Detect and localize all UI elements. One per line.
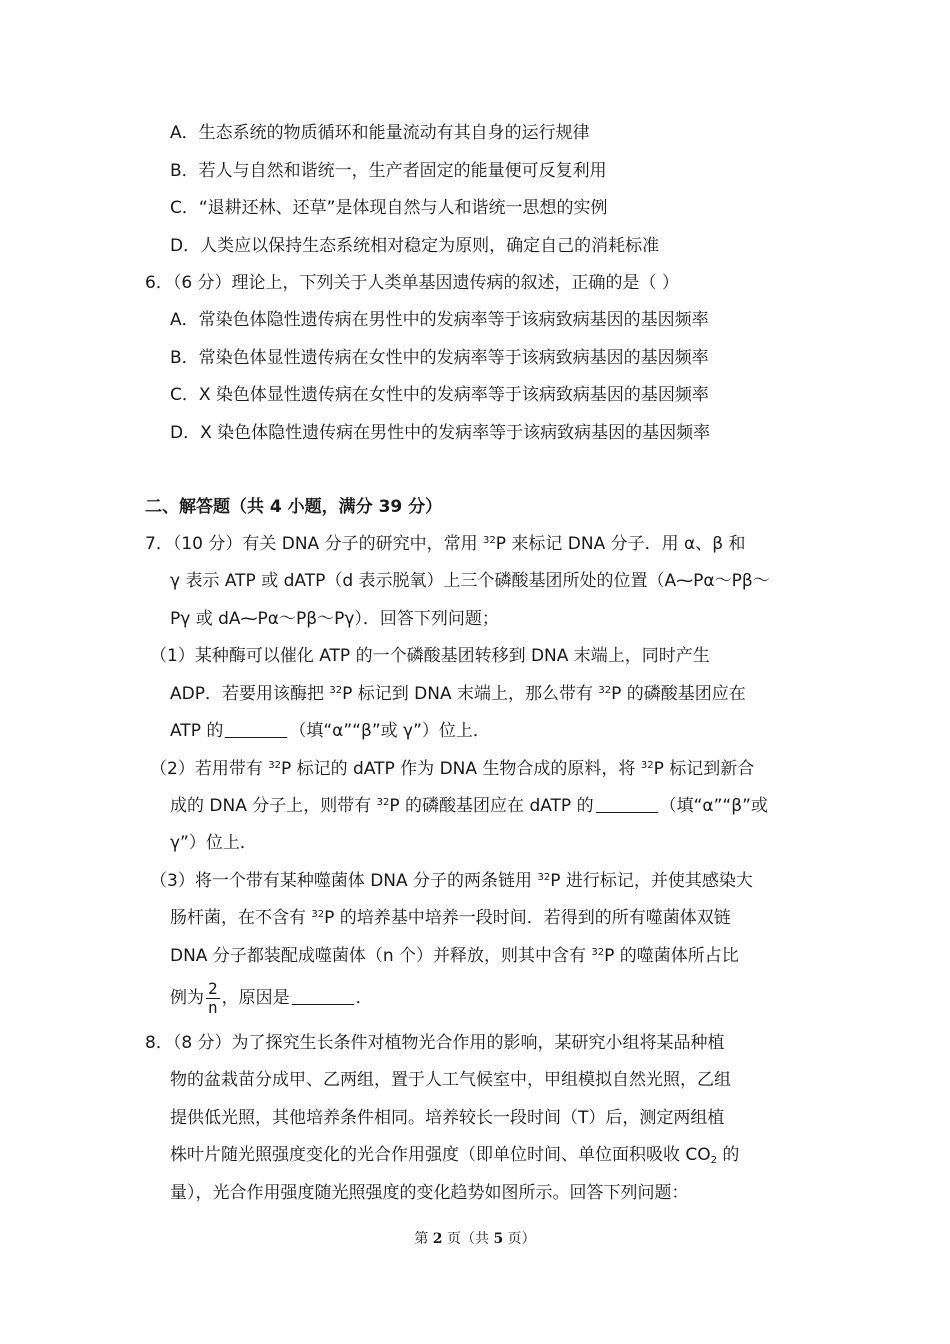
q7-line-1: 7．（10 分）有关 DNA 分子的研究中，常用 $^{32}$P 来标记 DNA 分子．用 α、β 和 — [145, 534, 746, 554]
q8-line-5: 量），光合作用强度随光照强度的变化趋势如图所示。回答下列问题： — [170, 1183, 689, 1203]
q5-option-b: B．若人与自然和谐统一，生产者固定的能量便可反复利用 — [170, 161, 607, 181]
q7-part3-line-1: （3）将一个带有某种噬菌体 DNA 分子的两条链用 $^{32}$P 进行标记，并使其感染大 — [150, 871, 753, 891]
answer-blank — [225, 721, 287, 738]
q7-part1-line-2: ADP．若要用该酶把 $^{32}$P 标记到 DNA 末端上，那么带有 $^{32}$P 的磷酸基团应在 — [170, 684, 746, 704]
answer-blank — [292, 988, 354, 1005]
q5-option-d: D．人类应以保持生态系统相对稳定为原则，确定自己的消耗标准 — [170, 236, 660, 256]
q7-line-3: Pγ 或 dA⁓Pα～Pβ～Pγ）．回答下列问题； — [170, 609, 499, 629]
q8-line-4: 株叶片随光照强度变化的光合作用强度（即单位时间、单位面积吸收 $CO_2$ 的 — [170, 1145, 740, 1166]
q6-stem: 6．（6 分）理论上，下列关于人类单基因遗传病的叙述，正确的是（ ） — [145, 273, 679, 293]
page-footer: 第 2 页（共 5 页） — [414, 1231, 536, 1247]
q7-part3-line-2: 肠杆菌，在不含有 $^{32}$P 的培养基中培养一段时间．若得到的所有噬菌体双链 — [170, 908, 731, 928]
q7-part1-line-3: ATP 的 （填“α”“β”或 γ”）位上． — [170, 721, 490, 741]
q7-part2-line-1: （2）若用带有 $^{32}$P 标记的 dATP 作为 DNA 生物合成的原料，将 $^{32}$P 标记到新合 — [150, 759, 755, 779]
q6-option-b: B．常染色体显性遗传病在女性中的发病率等于该病致病基因的基因频率 — [170, 348, 709, 368]
q8-line-2: 物的盆栽苗分成甲、乙两组，置于人工气候室中，甲组模拟自然光照，乙组 — [170, 1070, 731, 1090]
q8-line-1: 8．（8 分）为了探究生长条件对植物光合作用的影响，某研究小组将某品种植 — [145, 1033, 725, 1053]
q5-option-a: A．生态系统的物质循环和能量流动有其自身的运行规律 — [170, 123, 590, 143]
q7-part2-line-2: 成的 DNA 分子上，则带有 $^{32}$P 的磷酸基团应在 dATP 的 （填“α”“β”或 — [170, 796, 768, 816]
q6-option-d: D．X 染色体隐性遗传病在男性中的发病率等于该病致病基因的基因频率 — [170, 423, 711, 443]
q5-option-c: C．“退耕还林、还草”是体现自然与人和谐统一思想的实例 — [170, 198, 608, 218]
q7-part3-line-3: DNA 分子都装配成噬菌体（n 个）并释放，则其中含有 $^{32}$P 的噬菌体所占比 — [170, 946, 739, 966]
q8-line-3: 提供低光照，其他培养条件相同。培养较长一段时间（T）后，测定两组植 — [170, 1108, 725, 1128]
q7-line-2: γ 表示 ATP 或 dATP（d 表示脱氧）上三个磷酸基团所处的位置（A⁓Pα～Pβ～ — [170, 571, 770, 591]
q7-part2-line-3: γ”）位上． — [170, 833, 257, 853]
fraction-2-over-n: $\frac{2}{n}$ — [208, 978, 218, 1017]
q6-option-a: A．常染色体隐性遗传病在男性中的发病率等于该病致病基因的基因频率 — [170, 310, 709, 330]
q6-option-c: C．X 染色体显性遗传病在女性中的发病率等于该病致病基因的基因频率 — [170, 385, 709, 405]
section-heading: 二、解答题（共 4 小题，满分 39 分） — [145, 497, 443, 517]
answer-blank — [596, 796, 658, 813]
q7-part1-line-1: （1）某种酶可以催化 ATP 的一个磷酸基团转移到 DNA 末端上，同时产生 — [150, 646, 710, 666]
q7-part3-line-4: 例为 $\frac{2}{n}$ ，原因是 ． — [170, 978, 373, 1017]
